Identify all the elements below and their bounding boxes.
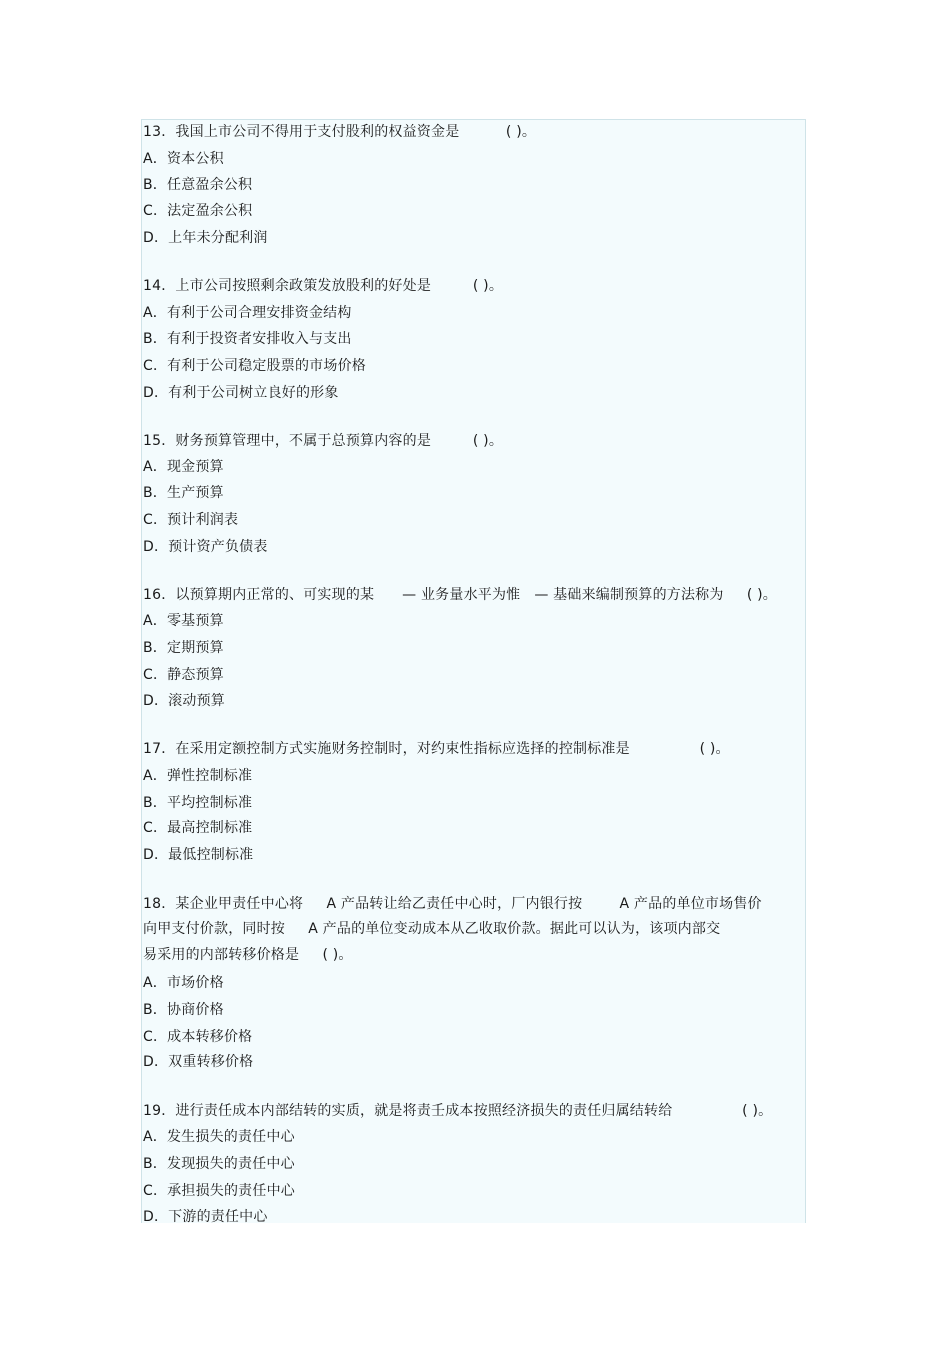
question-16-option-d: D．滚动预算 bbox=[143, 693, 225, 709]
question-19-option-c: C．承担损失的责任中心 bbox=[143, 1183, 295, 1199]
question-13-option-c: C．法定盈余公积 bbox=[143, 203, 253, 219]
question-15-stem: 15．财务预算管理中，不属于总预算内容的是 ( )。 bbox=[143, 433, 504, 449]
question-14-option-a: A．有利于公司合理安排资金结构 bbox=[143, 305, 352, 321]
question-13-option-a: A．资本公积 bbox=[143, 151, 224, 167]
question-15-option-d: D．预计资产负债表 bbox=[143, 539, 268, 555]
question-17-option-d: D．最低控制标准 bbox=[143, 847, 254, 863]
question-17-option-c: C．最高控制标准 bbox=[143, 820, 253, 836]
question-18-stem-line-2: 向甲支付价款，同时按 A 产品的单位变动成本从乙收取价款。据此可以认为，该项内部交 bbox=[143, 921, 721, 937]
question-18-option-b: B．协商价格 bbox=[143, 1002, 224, 1018]
question-13-option-d: D．上年未分配利润 bbox=[143, 230, 268, 246]
question-14-option-c: C．有利于公司稳定股票的市场价格 bbox=[143, 358, 366, 374]
question-15-option-a: A．现金预算 bbox=[143, 459, 224, 475]
question-16-stem: 16．以预算期内正常的、可实现的某 — 业务量水平为惟 — 基础来编制预算的方法称为 ( )。 bbox=[143, 587, 777, 603]
question-14-stem: 14．上市公司按照剩余政策发放股利的好处是 ( )。 bbox=[143, 278, 504, 294]
question-16-option-c: C．静态预算 bbox=[143, 667, 224, 683]
question-16-option-a: A．零基预算 bbox=[143, 613, 224, 629]
question-18-stem-line-3: 易采用的内部转移价格是 ( )。 bbox=[143, 947, 353, 963]
question-18-stem-line-1: 18．某企业甲责任中心将 A 产品转让给乙责任中心时，厂内银行按 A 产品的单位市场售价 bbox=[143, 896, 762, 912]
question-19-option-d: D．下游的责任中心 bbox=[143, 1209, 268, 1225]
question-13-stem: 13．我国上市公司不得用于支付股利的权益资金是 ( )。 bbox=[143, 124, 537, 140]
question-14-option-b: B．有利于投资者安排收入与支出 bbox=[143, 331, 352, 347]
question-19-option-a: A．发生损失的责任中心 bbox=[143, 1129, 295, 1145]
question-18-option-d: D．双重转移价格 bbox=[143, 1054, 254, 1070]
question-17-stem: 17．在采用定额控制方式实施财务控制时，对约束性指标应选择的控制标准是 ( )。 bbox=[143, 741, 730, 757]
question-17-option-b: B．平均控制标准 bbox=[143, 795, 253, 811]
question-16-option-b: B．定期预算 bbox=[143, 640, 224, 656]
question-17-option-a: A．弹性控制标准 bbox=[143, 768, 253, 784]
question-15-option-b: B．生产预算 bbox=[143, 485, 224, 501]
question-18-option-a: A．市场价格 bbox=[143, 975, 224, 991]
question-19-option-b: B．发现损失的责任中心 bbox=[143, 1156, 295, 1172]
question-19-stem: 19．进行责任成本内部结转的实质，就是将责壬成本按照经济损失的责任归属结转给 ( )。 bbox=[143, 1103, 773, 1119]
question-13-option-b: B．任意盈余公积 bbox=[143, 177, 253, 193]
question-18-option-c: C．成本转移价格 bbox=[143, 1029, 253, 1045]
question-14-option-d: D．有利于公司树立良好的形象 bbox=[143, 385, 339, 401]
question-15-option-c: C．预计利润表 bbox=[143, 512, 239, 528]
